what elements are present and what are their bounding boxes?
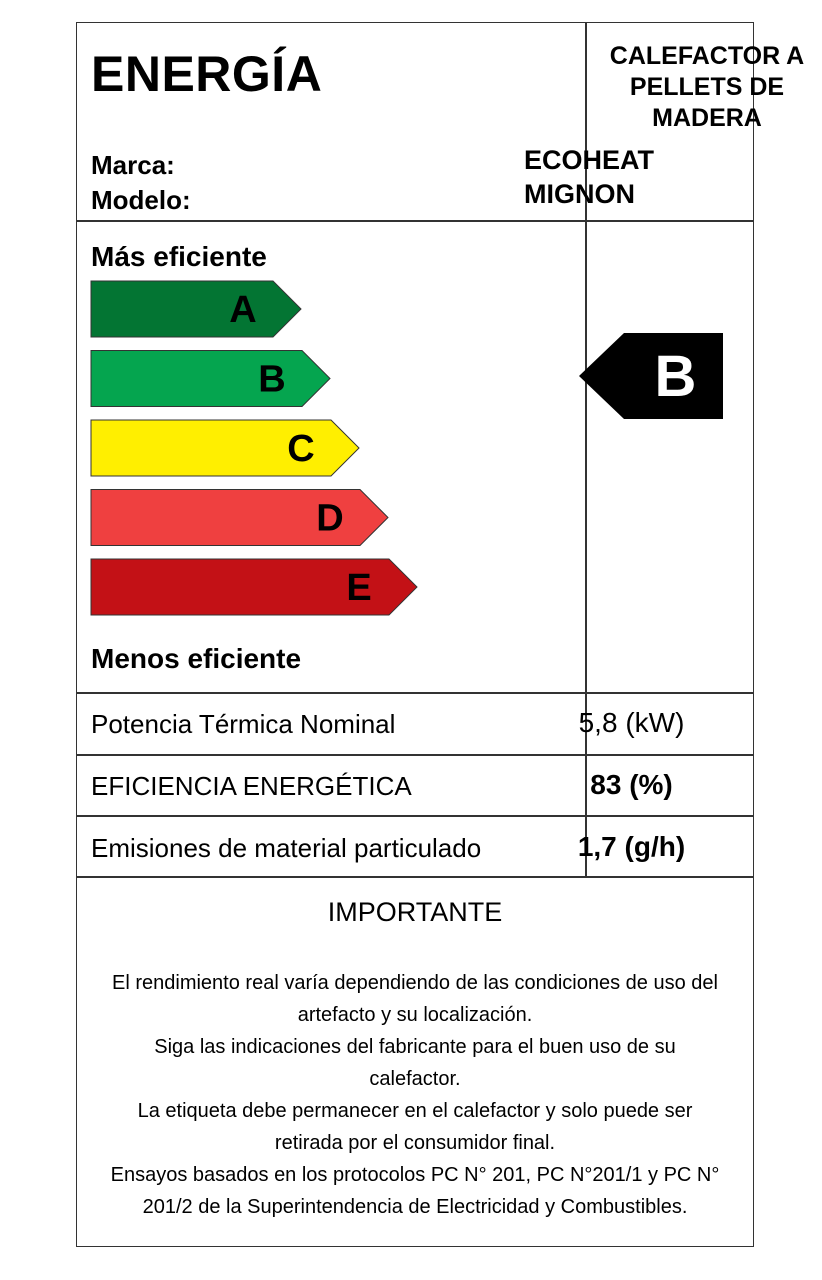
label-title: ENERGÍA [91,46,323,102]
note-line: calefactor. [369,1068,461,1090]
spec-label-emissions: Emisiones de material particulado [91,833,482,863]
spec-label-efficiency: EFICIENCIA ENERGÉTICA [91,771,412,801]
product-line: MADERA [652,104,762,132]
class-arrow-a [91,281,301,337]
divider-row2 [77,815,753,817]
marca-value: ECOHEAT [524,145,655,175]
important-notes [87,967,743,1223]
spec-value-emissions: 1,7 (g/h) [577,831,686,862]
modelo-value: MIGNON [524,179,635,209]
spec-label-power: Potencia Térmica Nominal [91,709,396,739]
class-letter-a: A [229,289,257,331]
spec-value-power: 5,8 (kW) [578,707,685,738]
note-line: El rendimiento real varía dependiendo de las condiciones de uso del [112,972,718,994]
class-letter-b: B [258,358,286,401]
energy-label [76,22,805,1247]
note-line: 201/2 de la Superintendencia de Electricidad y Combustibles. [142,1196,688,1218]
class-arrow-b [91,351,330,407]
spec-value-efficiency: 83 (%) [590,769,673,800]
rating-indicator [579,333,723,419]
product-line: PELLETS DE [629,73,785,101]
most-efficient-label: Más eficiente [91,241,267,272]
modelo-label: Modelo: [91,185,191,215]
divider-scale [77,692,753,694]
least-efficient-label: Menos eficiente [91,643,302,674]
rating-letter: B [654,344,697,409]
class-letter-e: E [346,567,372,609]
class-letter-d: D [316,497,344,540]
note-line: Ensayos basados en los protocolos PC N° 201, PC N°201/1 y PC N° [110,1164,720,1186]
marca-label: Marca: [91,150,175,180]
efficiency-scale [77,23,753,692]
divider-row1 [77,754,753,756]
note-line: artefacto y su localización. [297,1004,533,1026]
note-line: retirada por el consumidor final. [274,1132,556,1154]
class-arrow-c [91,420,359,476]
product-line: CALEFACTOR A [609,42,805,70]
important-heading: IMPORTANTE [327,897,503,927]
note-line: La etiqueta debe permanecer en el calefactor y solo puede ser [137,1100,693,1122]
divider-row3 [77,876,753,878]
class-letter-c: C [287,428,315,470]
note-line: Siga las indicaciones del fabricante para el buen uso de su [154,1036,676,1058]
